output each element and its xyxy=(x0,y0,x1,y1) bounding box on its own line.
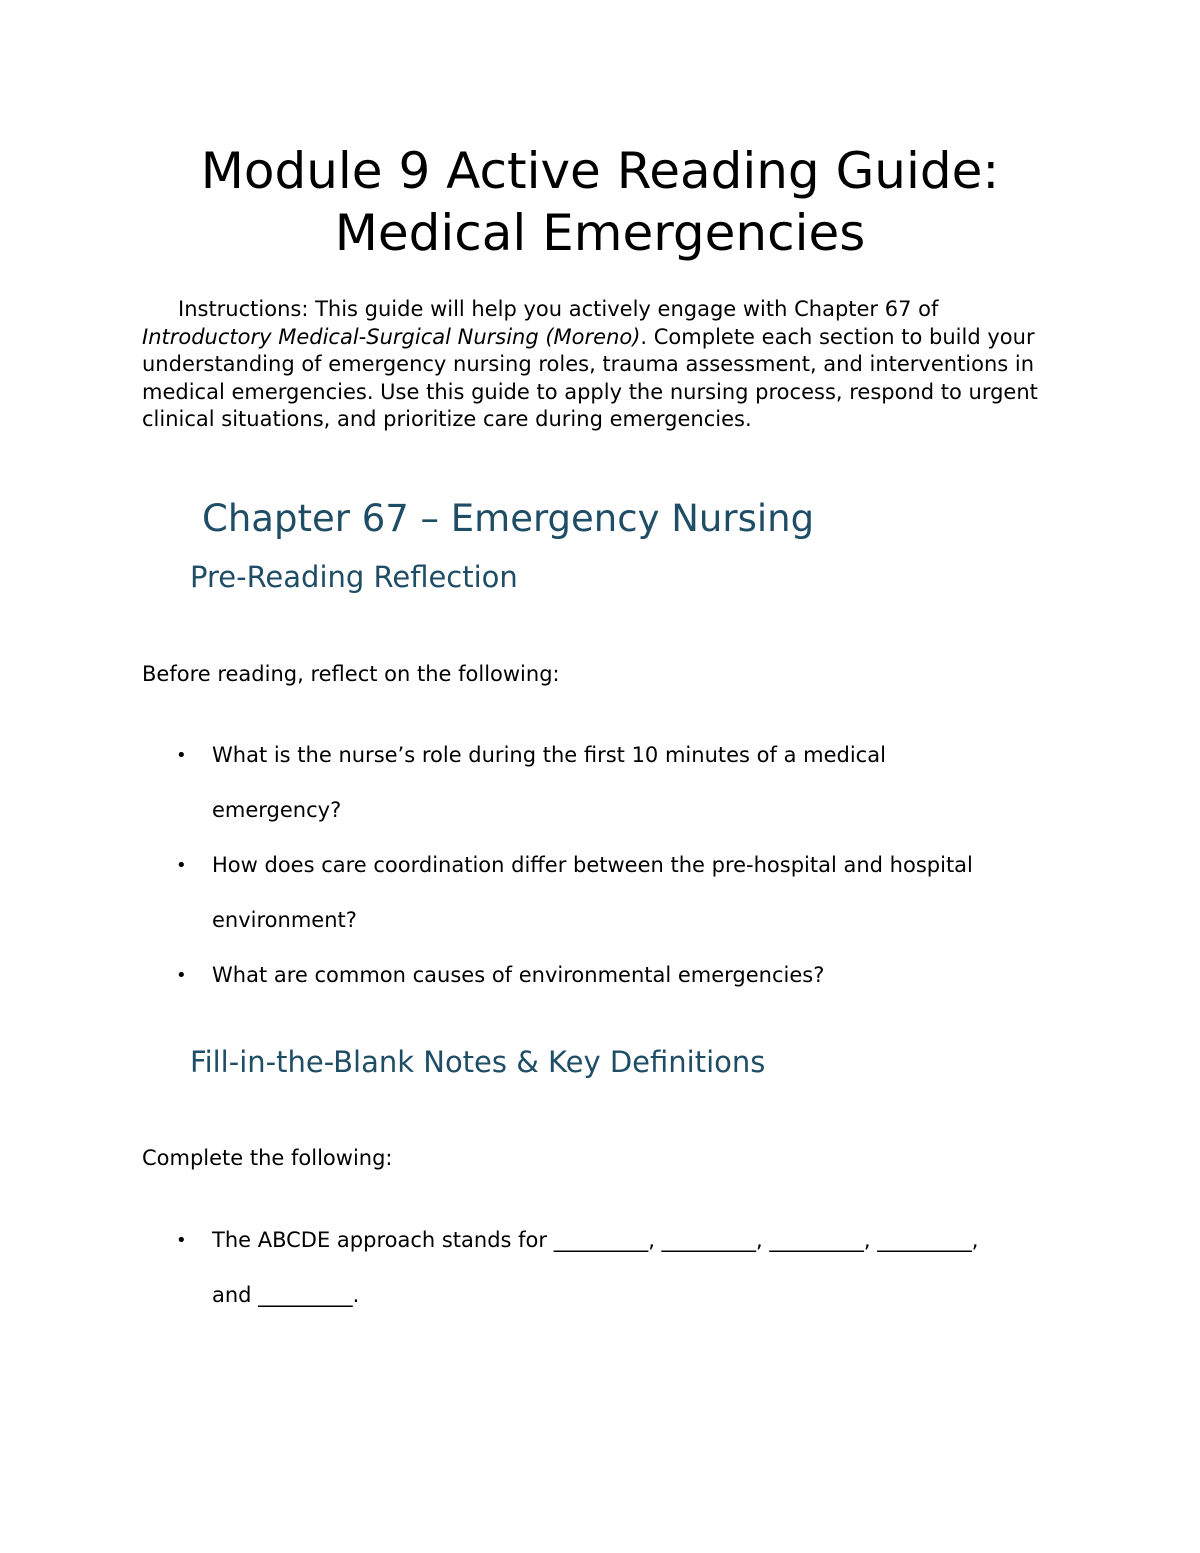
fill-in-item-list xyxy=(142,1213,1042,1323)
list-item xyxy=(142,1213,1012,1323)
chapter-heading: Chapter 67 – Emergency Nursing xyxy=(202,497,815,540)
list-item xyxy=(142,948,1012,1003)
fill-in-prompt: Complete the following: xyxy=(142,1146,393,1170)
book-title: Introductory Medical-Surgical Nursing (Moreno) xyxy=(142,324,641,349)
bullet-icon: • xyxy=(176,855,187,876)
page-title-line-1: Module 9 Active Reading Guide: xyxy=(200,142,1000,200)
instructions-text-end: . Complete each section to build your understanding of emergency nursing roles, trauma assessment, and interventions in medical emergencies. Use this guide to apply the nursing process, respond to urgent clinical situations, and prioritize care during emergencies. xyxy=(142,324,1038,431)
question-text: What are common causes of environmental emergencies? xyxy=(212,963,825,987)
pre-reading-prompt: Before reading, reflect on the following: xyxy=(142,662,560,686)
list-item xyxy=(142,838,1012,948)
bullet-icon: • xyxy=(176,745,187,766)
question-text: What is the nurse’s role during the first 10 minutes of a medical emergency? xyxy=(212,743,886,822)
bullet-icon: • xyxy=(176,1230,187,1251)
fill-in-heading: Fill-in-the-Blank Notes & Key Definitions xyxy=(190,1045,766,1079)
bullet-icon: • xyxy=(176,965,187,986)
question-text: How does care coordination differ between the pre-hospital and hospital environment? xyxy=(212,853,973,932)
page-title-line-2: Medical Emergencies xyxy=(334,204,866,262)
instructions-text-start: Instructions: This guide will help you actively engage with Chapter 67 of xyxy=(178,297,939,321)
pre-reading-question-list xyxy=(142,728,1042,1003)
instructions-paragraph xyxy=(142,296,1072,434)
pre-reading-heading: Pre-Reading Reflection xyxy=(190,560,518,594)
fill-in-text: The ABCDE approach stands for _________, _________, _________, _________, and _________. xyxy=(212,1228,979,1307)
page-title xyxy=(0,140,1200,264)
list-item xyxy=(142,728,1012,838)
